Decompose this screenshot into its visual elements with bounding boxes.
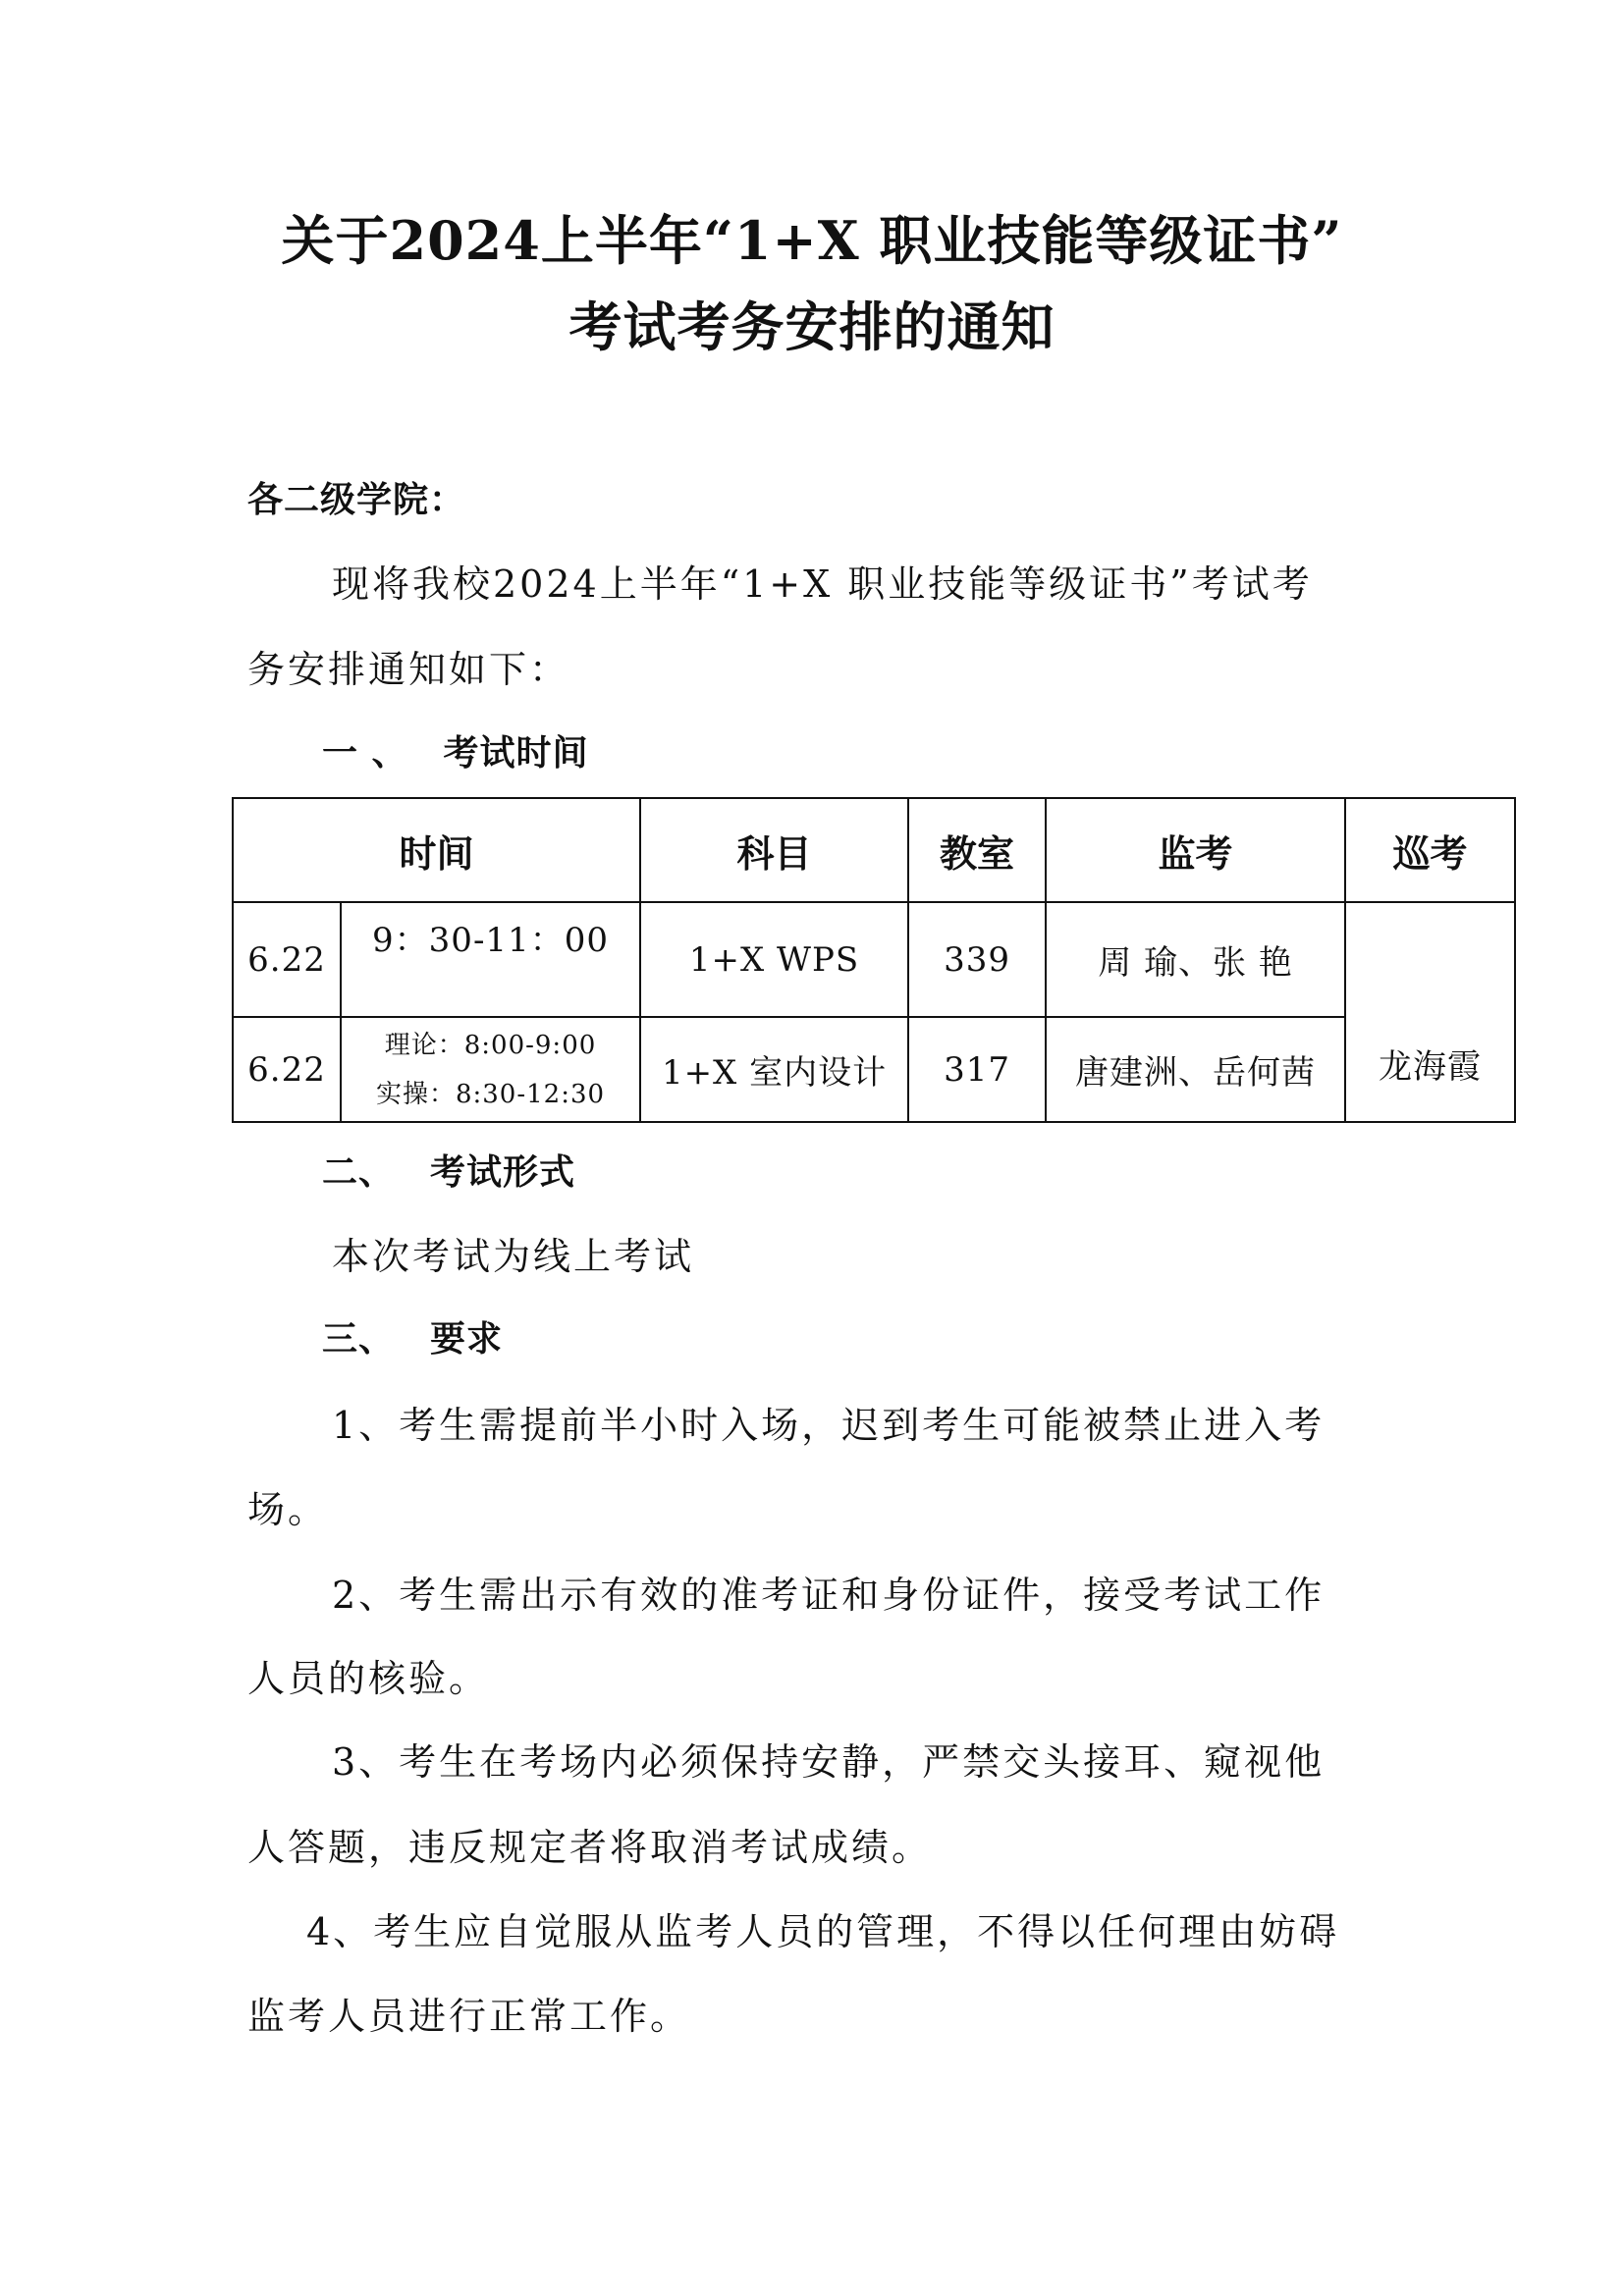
cell-patrol: 龙海霞 <box>1345 902 1515 1122</box>
header-room: 教室 <box>908 798 1046 902</box>
header-patrol: 巡考 <box>1345 798 1515 902</box>
section-1-title: 考试时间 <box>443 733 589 774</box>
requirement-3-line-2: 人答题，违反规定者将取消考试成绩。 <box>247 1826 933 1869</box>
document-title-line-1: 关于2024上半年“1+X 职业技能等级证书” <box>281 209 1343 272</box>
cell-proctor: 周 瑜、张 艳 <box>1046 902 1345 1017</box>
section-1-number: 一 、 <box>322 733 408 774</box>
requirement-2-line-1: 2、考生需出示有效的准考证和身份证件，接受考试工作 <box>332 1574 1326 1617</box>
table-row <box>233 902 1515 1017</box>
cell-subject: 1+X 室内设计 <box>640 1017 908 1122</box>
section-2-number: 二、 <box>322 1152 396 1193</box>
exam-schedule-table <box>232 797 1516 1123</box>
header-subject: 科目 <box>640 798 908 902</box>
cell-date: 6.22 <box>233 1017 341 1122</box>
cell-date: 6.22 <box>233 902 341 1017</box>
section-3-number: 三、 <box>322 1319 396 1360</box>
requirement-4-line-2: 监考人员进行正常工作。 <box>247 1995 691 2038</box>
requirement-3-line-1: 3、考生在考场内必须保持安静，严禁交头接耳、窥视他 <box>332 1740 1326 1784</box>
cell-proctor: 唐建洲、岳何茜 <box>1046 1017 1345 1122</box>
cell-time <box>341 1017 640 1122</box>
requirement-1-line-2: 场。 <box>247 1488 329 1531</box>
cell-room: 317 <box>908 1017 1046 1122</box>
requirement-4-line-1: 4、考生应自觉服从监考人员的管理，不得以任何理由妨碍 <box>306 1910 1340 1953</box>
table-row <box>233 1017 1515 1122</box>
section-2-heading <box>322 1144 575 1202</box>
section-1-heading <box>322 724 589 783</box>
header-time: 时间 <box>233 798 640 902</box>
section-2-title: 考试形式 <box>430 1152 576 1193</box>
requirement-2-line-2: 人员的核验。 <box>247 1657 490 1700</box>
section-3-title: 要求 <box>430 1319 504 1360</box>
cell-subject: 1+X WPS <box>640 902 908 1017</box>
cell-room: 339 <box>908 902 1046 1017</box>
cell-time-practice: 实操：8:30-12:30 <box>375 1079 606 1109</box>
intro-paragraph-line-1: 现将我校2024上半年“1+X 职业技能等级证书”考试考 <box>332 562 1313 606</box>
section-3-heading <box>322 1310 503 1369</box>
document-title-line-2: 考试考务安排的通知 <box>568 295 1056 358</box>
intro-paragraph-line-2: 务安排通知如下： <box>247 648 570 691</box>
cell-time: 9：30-11：00 <box>341 902 640 1017</box>
salutation: 各二级学院： <box>247 480 466 520</box>
header-proctor: 监考 <box>1046 798 1345 902</box>
section-2-body: 本次考试为线上考试 <box>332 1235 695 1278</box>
table-header-row <box>233 798 1515 902</box>
cell-time-theory: 理论：8:00-9:00 <box>384 1030 597 1060</box>
requirement-1-line-1: 1、考生需提前半小时入场，迟到考生可能被禁止进入考 <box>332 1404 1326 1447</box>
